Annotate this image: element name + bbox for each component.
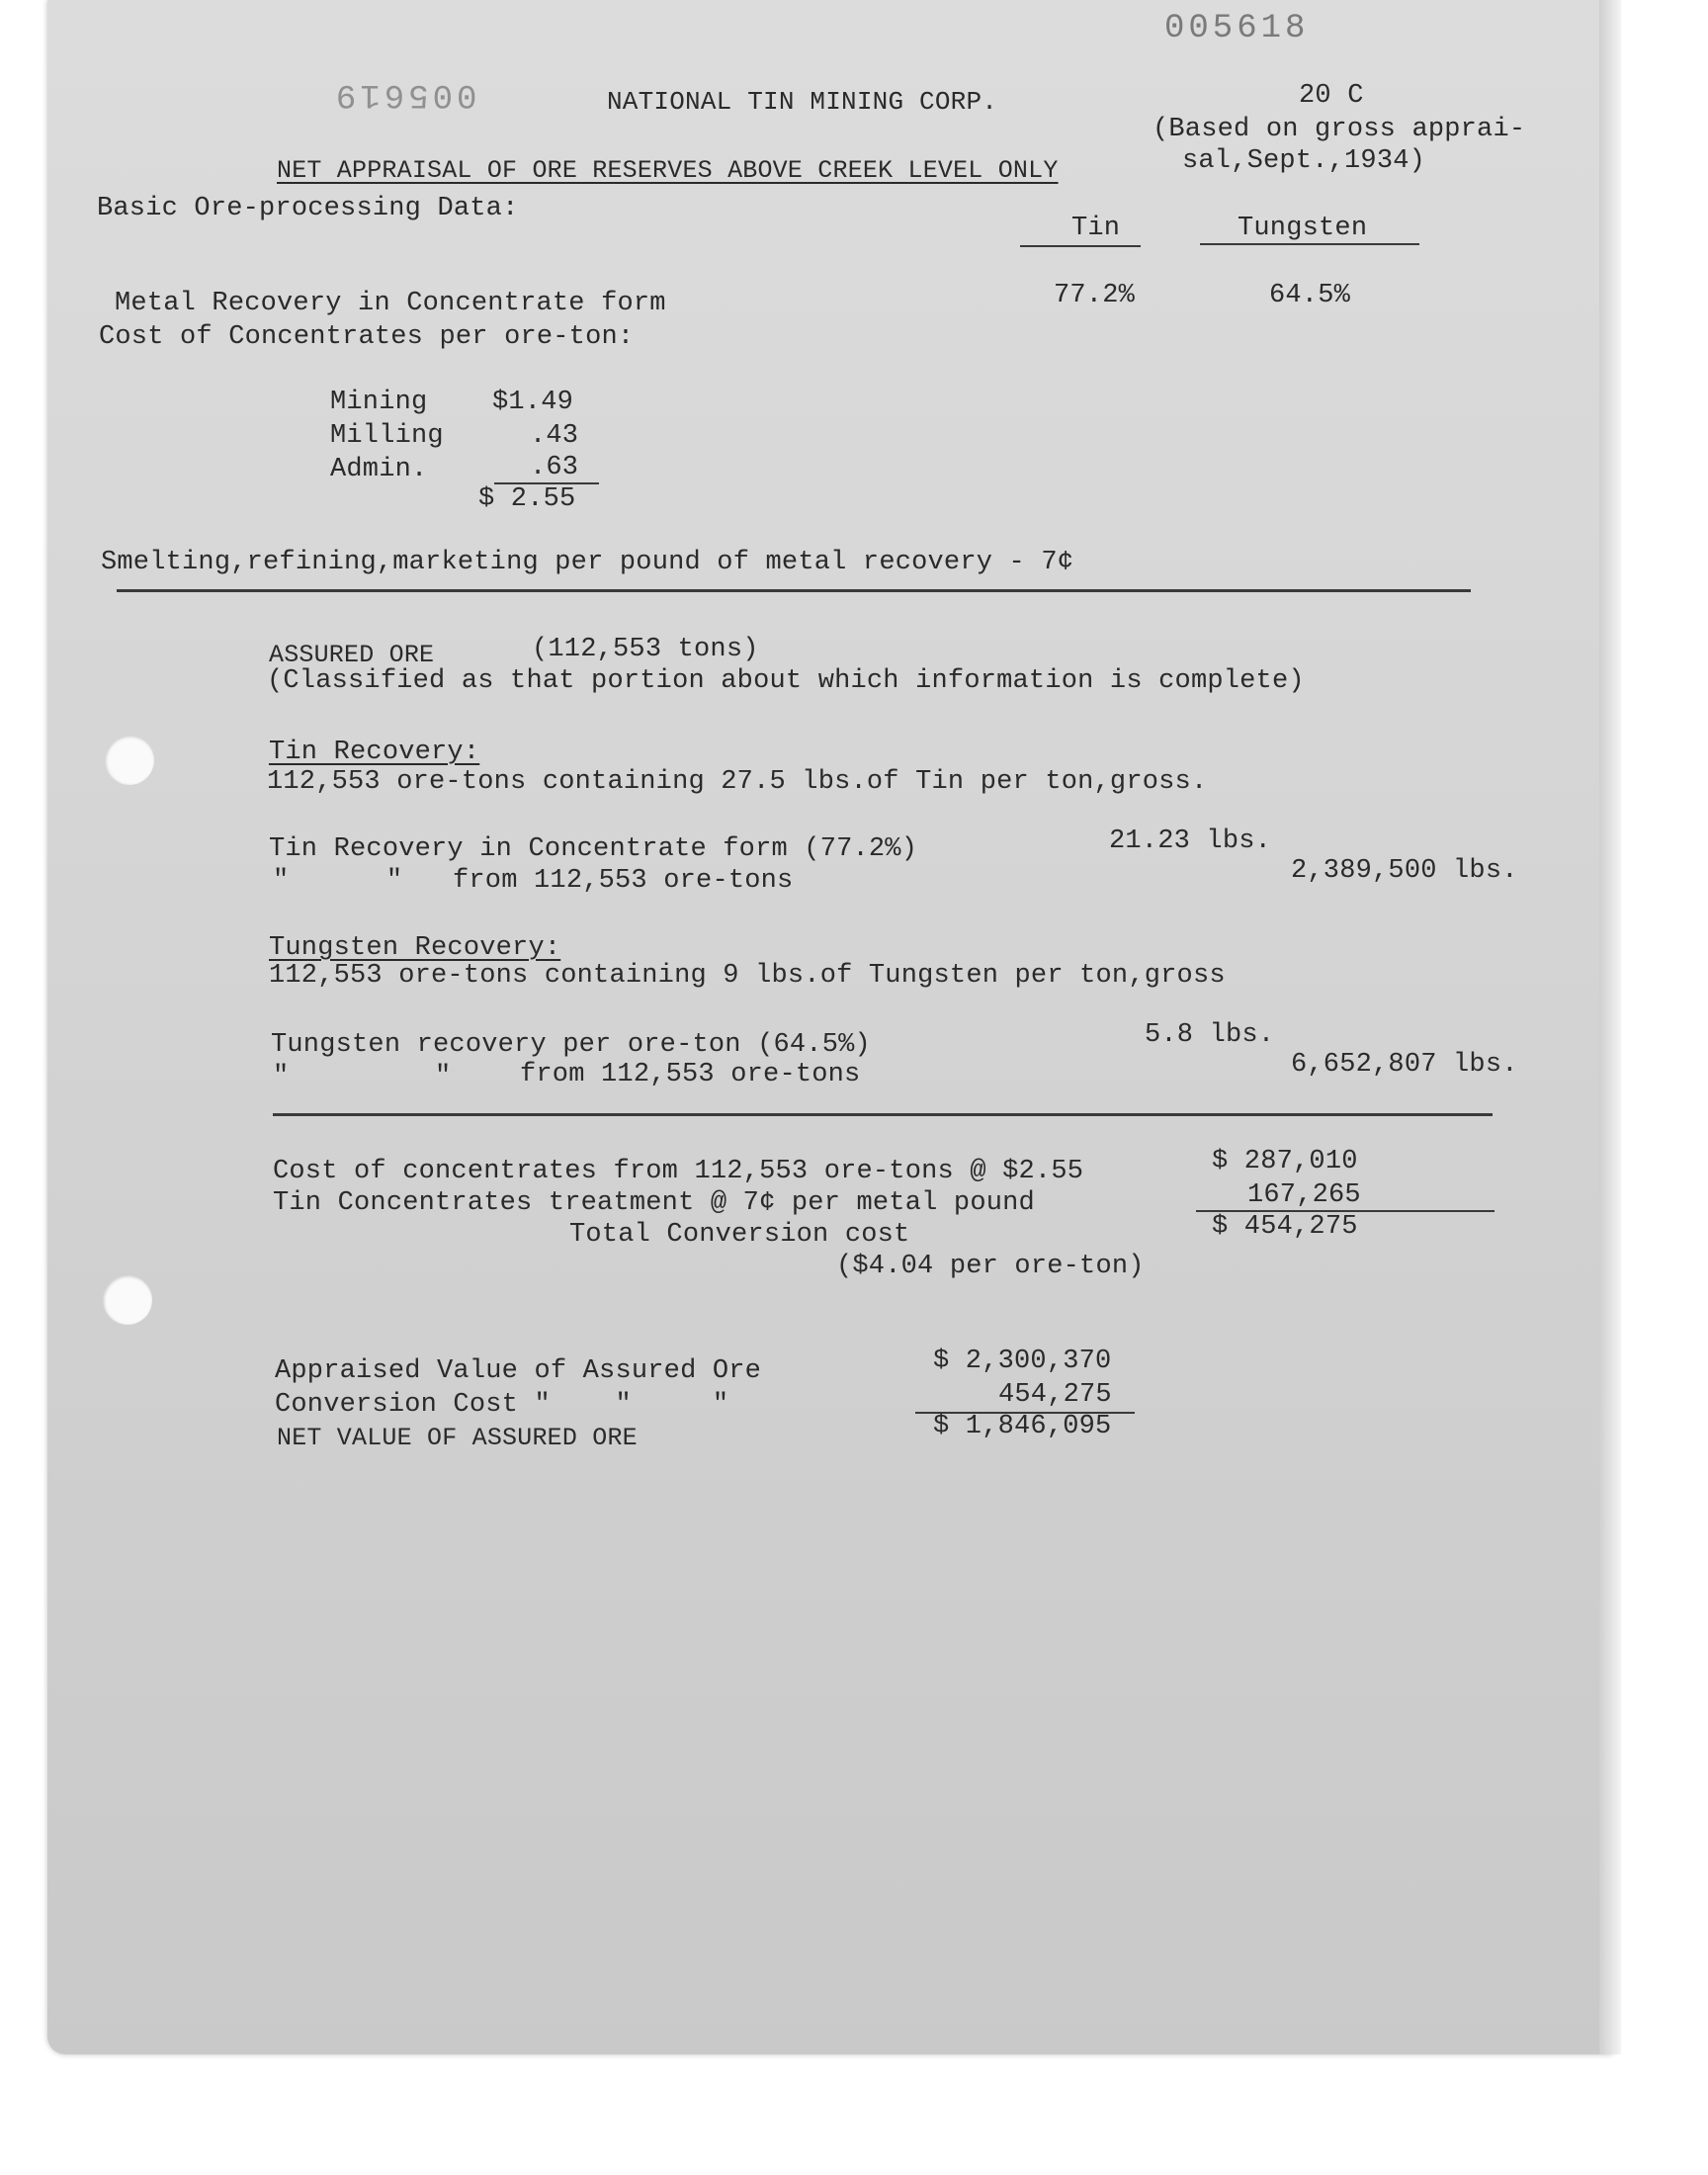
section-divider <box>117 589 1471 592</box>
treatment-cost-value: 167,265 <box>1247 1180 1361 1210</box>
basic-data-heading: Basic Ore-processing Data: <box>97 194 519 223</box>
assured-ore-label: ASSURED ORE <box>269 641 435 669</box>
smelting-cost-line: Smelting,refining,marketing per pound of metal recovery - 7¢ <box>101 548 1074 577</box>
document-number-stamp: 005618 <box>1164 10 1310 47</box>
treatment-cost-line: Tin Concentrates treatment @ 7¢ per metal pound <box>273 1188 1035 1218</box>
total-conversion-value: $ 454,275 <box>1212 1212 1358 1242</box>
tungsten-recovery-line: Tungsten recovery per ore-ton (64.5%) <box>271 1030 871 1060</box>
net-value-label: NET VALUE OF ASSURED ORE <box>277 1424 638 1452</box>
metal-recovery-tin: 77.2% <box>1054 281 1136 310</box>
tungsten-total-line: from 112,553 ore-tons <box>520 1060 861 1089</box>
concentrate-cost-line: Cost of concentrates from 112,553 ore-tons @ $2.55 <box>273 1157 1084 1186</box>
conversion-cost-value: 454,275 <box>998 1380 1112 1410</box>
appraisal-note-line2: sal,Sept.,1934) <box>1182 146 1426 176</box>
page-title: NET APPRAISAL OF ORE RESERVES ABOVE CREEK LEVEL ONLY <box>277 156 1059 185</box>
cost-concentrates-label: Cost of Concentrates per ore-ton: <box>99 322 635 352</box>
ditto-marks: " " <box>273 866 403 896</box>
punch-hole <box>103 1275 152 1325</box>
cost-item-label: Milling <box>330 421 444 451</box>
tungsten-total-value: 6,652,807 lbs. <box>1291 1050 1518 1080</box>
page-number: 20 C <box>1299 81 1364 111</box>
document-number-stamp-faint: 005619 <box>332 75 477 113</box>
tin-concentrate-line: Tin Recovery in Concentrate form (77.2%) <box>269 834 918 864</box>
tin-per-ton-value: 21.23 lbs. <box>1109 826 1272 856</box>
metal-recovery-label: Metal Recovery in Concentrate form <box>115 289 666 318</box>
net-value: $ 1,846,095 <box>933 1412 1112 1441</box>
concentrate-cost-value: $ 287,010 <box>1212 1147 1358 1176</box>
tin-recovery-heading: Tin Recovery: <box>269 738 480 767</box>
ditto-marks: " " <box>273 1062 452 1091</box>
column-header-tin: Tin <box>1071 214 1121 243</box>
tungsten-per-ton-value: 5.8 lbs. <box>1145 1020 1275 1050</box>
company-name: NATIONAL TIN MINING CORP. <box>607 87 998 117</box>
cost-item-value: $1.49 <box>492 388 574 417</box>
cost-total: $ 2.55 <box>478 484 576 514</box>
conversion-per-ton: ($4.04 per ore-ton) <box>836 1252 1145 1281</box>
total-conversion-label: Total Conversion cost <box>569 1220 910 1250</box>
conversion-cost-label: Conversion Cost " " " <box>275 1390 729 1420</box>
cost-item-value: .43 <box>530 421 579 451</box>
tungsten-recovery-heading: Tungsten Recovery: <box>269 933 561 963</box>
tin-total-line: from 112,553 ore-tons <box>453 866 794 896</box>
appraisal-note-line1: (Based on gross apprai- <box>1153 115 1526 144</box>
tin-gross-line: 112,553 ore-tons containing 27.5 lbs.of Tin per ton,gross. <box>267 767 1208 797</box>
tin-total-value: 2,389,500 lbs. <box>1291 856 1518 886</box>
cost-item-label: Admin. <box>330 455 428 484</box>
appraised-value-label: Appraised Value of Assured Ore <box>275 1356 762 1386</box>
cost-item-value: .63 <box>530 453 579 482</box>
column-underline <box>1020 245 1141 247</box>
page-edge <box>1599 0 1621 2054</box>
appraised-value: $ 2,300,370 <box>933 1347 1112 1376</box>
assured-ore-tons: (112,553 tons) <box>532 635 759 664</box>
column-underline <box>1200 243 1419 245</box>
tungsten-gross-line: 112,553 ore-tons containing 9 lbs.of Tungsten per ton,gross <box>269 961 1226 991</box>
assured-ore-classification: (Classified as that portion about which information is complete) <box>267 666 1305 696</box>
section-divider <box>273 1113 1493 1116</box>
metal-recovery-tungsten: 64.5% <box>1269 281 1351 310</box>
column-header-tungsten: Tungsten <box>1238 214 1368 243</box>
cost-item-label: Mining <box>330 388 428 417</box>
punch-hole <box>105 736 154 785</box>
